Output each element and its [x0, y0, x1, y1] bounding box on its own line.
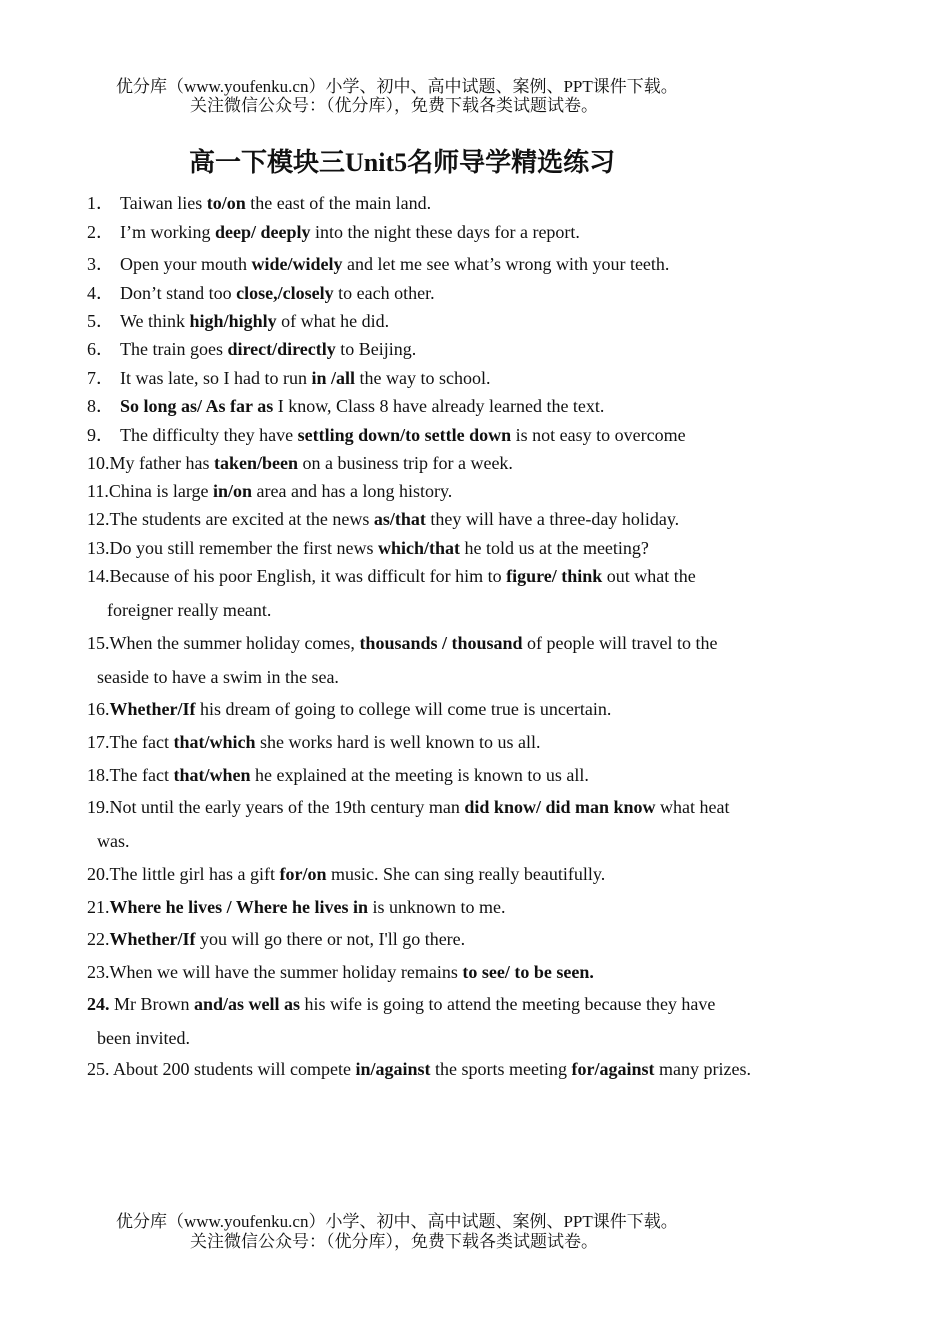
question-7: 7． It was late, so I had to run in /all the way to school.: [87, 368, 491, 388]
question-4: 4． Don’t stand too close,/closely to each other.: [87, 283, 435, 303]
question-20: 20.The little girl has a gift for/on music. She can sing really beautifully.: [87, 864, 606, 884]
question-5: 5． We think high/highly of what he did.: [87, 311, 390, 331]
question-15: 15.When the summer holiday comes, thousands / thousand of people will travel to the seaside to have a swim in the sea.: [87, 633, 718, 687]
footer-line-2: 关注微信公众号：（优分库），免费下载各类试题试卷。: [190, 1232, 598, 1251]
question-2: 2． I’m working deep/ deeply into the night these days for a report.: [87, 222, 580, 242]
question-17: 17.The fact that/which she works hard is well known to us all.: [87, 732, 541, 752]
question-11: 11.China is large in/on area and has a long history.: [87, 481, 453, 501]
question-24: 24. Mr Brown and/as well as his wife is going to attend the meeting because they have been invited.: [87, 994, 716, 1048]
question-3: 3． Open your mouth wide/widely and let me see what’s wrong with your teeth.: [87, 254, 670, 274]
question-8: 8． So long as/ As far as I know, Class 8 have already learned the text.: [87, 396, 605, 416]
question-15-continued: seaside to have a swim in the sea.: [97, 667, 339, 687]
question-6: 6． The train goes direct/directly to Beijing.: [87, 339, 417, 359]
question-1: 1． Taiwan lies to/on the east of the main land.: [87, 193, 432, 213]
question-13: 13.Do you still remember the first news which/that he told us at the meeting?: [87, 538, 649, 558]
question-14-continued: foreigner really meant.: [107, 600, 272, 620]
question-14: 14.Because of his poor English, it was difficult for him to figure/ think out what the foreigner really meant.: [87, 566, 696, 620]
question-10: 10.My father has taken/been on a business trip for a week.: [87, 453, 513, 473]
question-19: 19.Not until the early years of the 19th century man did know/ did man know what heat was.: [87, 797, 730, 851]
header-line-1: 优分库（www.youfenku.cn）小学、初中、高中试题、案例、PPT课件下载。: [116, 77, 678, 96]
question-16: 16.Whether/If his dream of going to college will come true is uncertain.: [87, 699, 612, 719]
question-21: 21.Where he lives / Where he lives in is unknown to me.: [87, 897, 506, 917]
question-18: 18.The fact that/when he explained at the meeting is known to us all.: [87, 765, 589, 785]
question-22: 22.Whether/If you will go there or not, I'll go there.: [87, 929, 466, 949]
question-24-continued: been invited.: [97, 1028, 190, 1048]
question-9: 9． The difficulty they have settling down/to settle down is not easy to overcome: [87, 425, 686, 445]
question-23: 23.When we will have the summer holiday remains to see/ to be seen.: [87, 962, 594, 982]
page-title: 高一下模块三Unit5名师导学精选练习: [189, 148, 616, 177]
question-25: 25. About 200 students will compete in/against the sports meeting for/against many prizes.: [87, 1059, 751, 1079]
question-19-continued: was.: [97, 831, 130, 851]
footer-line-1: 优分库（www.youfenku.cn）小学、初中、高中试题、案例、PPT课件下载。: [116, 1212, 678, 1231]
header-line-2: 关注微信公众号：（优分库），免费下载各类试题试卷。: [190, 96, 598, 115]
question-12: 12.The students are excited at the news as/that they will have a three-day holiday.: [87, 509, 680, 529]
